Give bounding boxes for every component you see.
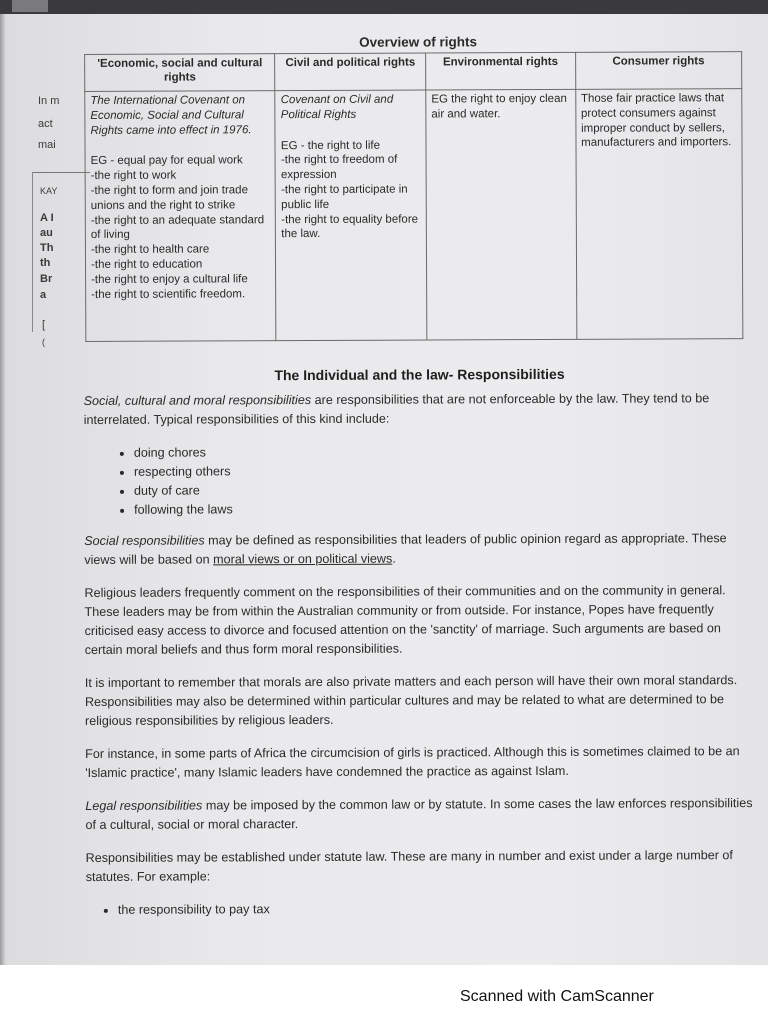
rights-table [84, 51, 743, 342]
economic-item: -the right to health care [90, 243, 210, 257]
underlying-page-fragment: mai [38, 139, 56, 151]
underlined-phrase: moral views or on political views [213, 551, 393, 567]
economic-item: -the right to scientific freedom. [91, 287, 246, 301]
underlying-page-fragment: act [38, 118, 53, 130]
header-civil: Civil and political rights [275, 53, 426, 91]
paragraph: Responsibilities may be established under statute law. These are many in number and exist under a large number of statutes. For example: [85, 848, 733, 884]
underlying-page-fragment: [ [42, 319, 46, 331]
paragraph [84, 529, 756, 570]
paragraph-text: may be defined as responsibilities that leaders of public opinion regard as appropriate. These views will be based on [84, 531, 727, 567]
paragraph: Religious leaders frequently comment on the responsibilities of their communities and on the community in general. These leaders may be from within the Australian community or from outside. For instance, Popes have frequently criticised easy access to divorce and focused attention on the 'sanctity' of marriage. Such arguments are based on certain moral beliefs and thus form moral responsibilities. [84, 583, 726, 657]
underlying-page-fragment: KAY [40, 186, 58, 196]
economic-intro: The International Covenant on Economic, Social and Cultural Rights came into effect in 1976. [90, 94, 252, 137]
list-item: • following the laws [134, 498, 756, 520]
cell-civil [275, 90, 427, 341]
civil-item: -the right to participate in public life [281, 183, 408, 211]
cell-consumer [575, 89, 742, 340]
economic-item: EG - equal pay for equal work [90, 154, 243, 168]
underlying-page-fragment: Th [40, 242, 54, 254]
section-title: The Individual and the law- Responsibilities [274, 365, 565, 384]
paragraph-text: . [392, 551, 396, 566]
paragraph-emphasis: Social responsibilities [84, 533, 205, 548]
header-consumer: Consumer rights [575, 52, 742, 90]
civil-item: -the right to freedom of expression [280, 154, 398, 182]
underlying-page-fragment: a [40, 289, 47, 301]
scanner-watermark: Scanned with CamScanner [460, 988, 654, 1005]
civil-intro: Covenant on Civil and Political Rights [280, 93, 394, 121]
bullet-list [84, 441, 756, 520]
economic-item: -the right to work [90, 169, 177, 183]
civil-item: EG - the right to life [280, 139, 381, 152]
economic-item: -the right to education [90, 258, 203, 271]
underlying-page-fragment: au [40, 227, 53, 239]
paragraph-emphasis: Social, cultural and moral responsibilities [83, 393, 312, 408]
header-economic: 'Economic, social and cultural rights [85, 54, 276, 92]
cell-economic [85, 91, 276, 342]
civil-item: -the right to equality before the law. [281, 213, 419, 241]
photo-left-edge [0, 14, 6, 965]
list-item: • duty of care [134, 479, 756, 501]
paragraph: For instance, in some parts of Africa the circumcision of girls is practiced. Although this is sometimes claimed to be an 'Islamic practice', many Islamic leaders have condemned the practice as against Islam. [85, 744, 740, 780]
list-item: • respecting others [134, 460, 756, 482]
consumer-text: Those fair practice laws that protect consumers against improper conduct by sellers, manufacturers and importers. [580, 92, 732, 150]
underlying-page-border [32, 172, 33, 332]
paragraph [84, 389, 756, 430]
underlying-page-fragment: ( [42, 337, 45, 347]
table-title: Overview of rights [359, 34, 477, 50]
economic-item: -the right to an adequate standard of living [90, 213, 265, 242]
underlying-page-fragment: A I [40, 212, 54, 224]
underlying-page-fragment: In m [38, 95, 60, 107]
list-item: • the responsibility to pay tax [118, 898, 758, 920]
bullet-list [86, 898, 758, 920]
economic-item: -the right to enjoy a cultural life [91, 273, 248, 286]
paragraph-text: may be imposed by the common law or by statute. In some cases the law enforces responsibilities of a cultural, social or moral character. [85, 796, 753, 832]
photo-top-edge [0, 0, 768, 14]
header-environmental: Environmental rights [426, 52, 576, 90]
paragraph: It is important to remember that morals are also private matters and each person will have their own moral standards. Responsibilities may also be determined within particular cultures and may be related to what are determined to be religious responsibilities by religious leaders. [84, 673, 738, 728]
list-item: • doing chores [134, 441, 756, 463]
table-header-row [85, 52, 742, 92]
paragraph-text: are responsibilities that are not enforceable by the law. They tend to be interrelated. Typical responsibilities of this kind include: [83, 391, 710, 427]
underlying-page-divider [32, 172, 90, 173]
underlying-page-fragment: Br [40, 273, 53, 285]
paragraph [85, 794, 757, 835]
table-row [85, 89, 743, 342]
document-page [82, 27, 758, 932]
environmental-text: EG the right to enjoy clean air and water. [431, 92, 567, 121]
economic-item: -the right to form and join trade unions and the right to strike [90, 184, 248, 212]
paragraph-emphasis: Legal responsibilities [85, 798, 203, 813]
cell-environmental [426, 89, 577, 340]
underlying-page-fragment: th [40, 257, 51, 269]
